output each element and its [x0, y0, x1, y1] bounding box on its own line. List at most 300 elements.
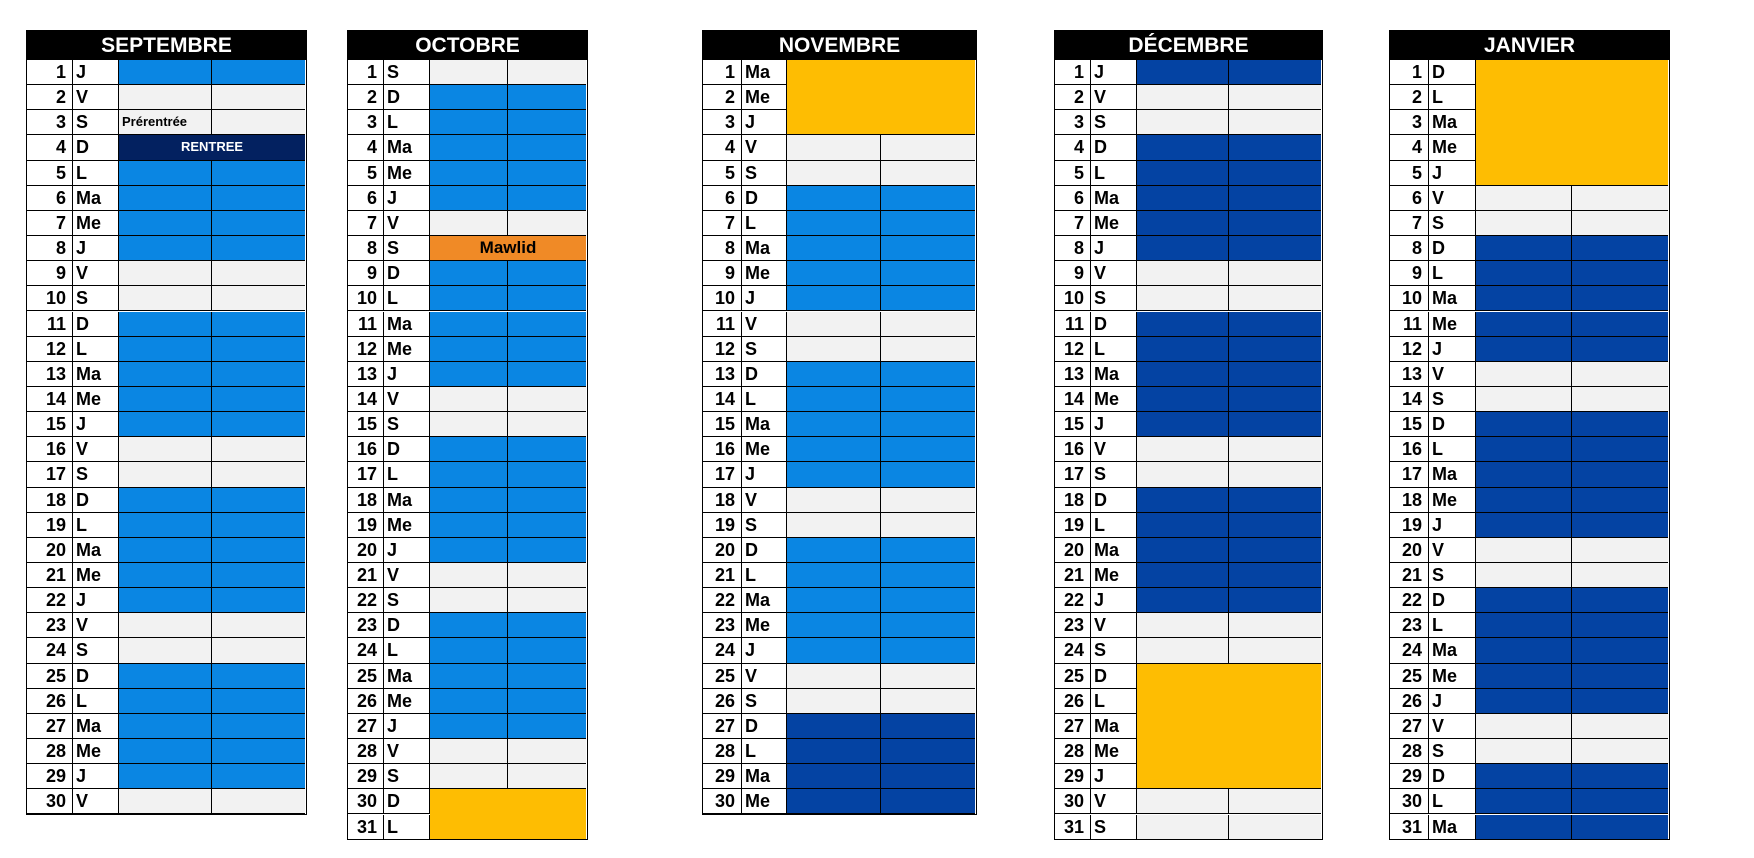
weekday-letter: L	[1429, 437, 1476, 462]
weekday-letter: Ma	[73, 362, 119, 387]
morning-slot	[430, 588, 508, 613]
weekday-letter: Me	[73, 211, 119, 236]
day-number: 28	[348, 739, 384, 764]
morning-slot	[1137, 387, 1229, 412]
afternoon-slot	[508, 60, 586, 85]
morning-slot	[1137, 488, 1229, 513]
weekday-letter: J	[1429, 161, 1476, 186]
afternoon-slot	[1572, 488, 1668, 513]
morning-slot	[1476, 412, 1572, 437]
day-number: 4	[703, 135, 742, 160]
afternoon-slot	[508, 462, 586, 487]
day-number: 19	[1055, 513, 1091, 538]
day-number: 22	[27, 588, 73, 613]
day-number: 13	[27, 362, 73, 387]
afternoon-slot	[1572, 186, 1668, 211]
day-number: 13	[1055, 362, 1091, 387]
weekday-letter: S	[1091, 638, 1137, 663]
morning-slot	[430, 186, 508, 211]
morning-slot	[1476, 689, 1572, 714]
afternoon-slot	[212, 211, 305, 236]
afternoon-slot	[212, 412, 305, 437]
day-number: 22	[703, 588, 742, 613]
afternoon-slot	[1229, 236, 1321, 261]
day-number: 24	[348, 638, 384, 663]
morning-slot	[119, 312, 212, 337]
day-number: 23	[703, 613, 742, 638]
afternoon-slot	[508, 513, 586, 538]
morning-slot	[119, 186, 212, 211]
weekday-letter: Ma	[1429, 110, 1476, 135]
afternoon-slot	[881, 714, 975, 739]
afternoon-slot	[1229, 387, 1321, 412]
weekday-letter: J	[1091, 588, 1137, 613]
day-number: 24	[27, 638, 73, 663]
weekday-letter: S	[73, 638, 119, 663]
morning-slot	[430, 261, 508, 286]
weekday-letter: Ma	[384, 135, 430, 160]
weekday-letter: Ma	[1091, 362, 1137, 387]
morning-slot	[430, 85, 508, 110]
morning-slot	[119, 714, 212, 739]
weekday-letter: V	[384, 211, 430, 236]
afternoon-slot	[508, 689, 586, 714]
day-number: 20	[1055, 538, 1091, 563]
afternoon-slot	[508, 638, 586, 663]
morning-slot	[787, 488, 881, 513]
afternoon-slot	[212, 563, 305, 588]
morning-slot	[430, 513, 508, 538]
day-number: 17	[1390, 462, 1429, 487]
day-number: 27	[348, 714, 384, 739]
afternoon-slot	[212, 337, 305, 362]
day-number: 1	[703, 60, 742, 85]
afternoon-slot	[212, 387, 305, 412]
weekday-letter: J	[1429, 513, 1476, 538]
morning-slot	[787, 664, 881, 689]
day-number: 11	[703, 312, 742, 337]
morning-slot	[119, 513, 212, 538]
morning-slot	[787, 739, 881, 764]
afternoon-slot	[1572, 689, 1668, 714]
day-number: 10	[703, 286, 742, 311]
morning-slot	[119, 689, 212, 714]
weekday-letter: J	[742, 110, 787, 135]
morning-slot	[787, 462, 881, 487]
weekday-letter: Ma	[742, 236, 787, 261]
afternoon-slot	[212, 362, 305, 387]
afternoon-slot	[881, 362, 975, 387]
morning-slot	[430, 337, 508, 362]
morning-slot	[1476, 815, 1572, 840]
afternoon-slot	[508, 186, 586, 211]
weekday-letter: Ma	[1429, 462, 1476, 487]
weekday-letter: V	[742, 488, 787, 513]
afternoon-slot	[881, 161, 975, 186]
afternoon-slot	[881, 135, 975, 160]
weekday-letter: D	[1091, 312, 1137, 337]
day-number: 15	[703, 412, 742, 437]
day-number: 10	[1390, 286, 1429, 311]
afternoon-slot	[1229, 362, 1321, 387]
morning-slot	[1137, 437, 1229, 462]
weekday-letter: S	[1091, 462, 1137, 487]
afternoon-slot	[1572, 513, 1668, 538]
day-number: 8	[1055, 236, 1091, 261]
day-number: 9	[1390, 261, 1429, 286]
weekday-letter: J	[384, 186, 430, 211]
weekday-letter: Me	[1429, 488, 1476, 513]
afternoon-slot	[881, 186, 975, 211]
day-number: 24	[1390, 638, 1429, 663]
afternoon-slot	[1572, 362, 1668, 387]
day-number: 14	[27, 387, 73, 412]
afternoon-slot	[508, 362, 586, 387]
morning-slot	[1476, 664, 1572, 689]
weekday-letter: D	[742, 538, 787, 563]
afternoon-slot	[508, 85, 586, 110]
weekday-letter: L	[742, 563, 787, 588]
afternoon-slot	[1572, 764, 1668, 789]
day-number: 7	[1055, 211, 1091, 236]
day-number: 9	[1055, 261, 1091, 286]
morning-slot	[430, 387, 508, 412]
weekday-letter: V	[73, 85, 119, 110]
afternoon-slot	[881, 387, 975, 412]
day-number: 25	[348, 664, 384, 689]
afternoon-slot	[212, 312, 305, 337]
day-number: 6	[703, 186, 742, 211]
weekday-letter: S	[742, 689, 787, 714]
afternoon-slot	[881, 488, 975, 513]
afternoon-slot	[1572, 261, 1668, 286]
day-number: 6	[348, 186, 384, 211]
morning-slot	[119, 563, 212, 588]
afternoon-slot	[1229, 110, 1321, 135]
afternoon-slot	[1572, 588, 1668, 613]
weekday-letter: Me	[73, 739, 119, 764]
morning-slot	[119, 664, 212, 689]
weekday-letter: S	[1429, 563, 1476, 588]
month-header: NOVEMBRE	[703, 31, 976, 60]
day-number: 19	[1390, 513, 1429, 538]
day-number: 22	[1055, 588, 1091, 613]
day-number: 21	[703, 563, 742, 588]
afternoon-slot	[508, 488, 586, 513]
morning-slot	[430, 211, 508, 236]
day-number: 14	[703, 387, 742, 412]
weekday-letter: Ma	[1091, 186, 1137, 211]
morning-slot	[1476, 312, 1572, 337]
afternoon-slot	[1572, 664, 1668, 689]
morning-slot	[1137, 789, 1229, 814]
weekday-letter: L	[73, 689, 119, 714]
weekday-letter: S	[73, 286, 119, 311]
day-number: 20	[703, 538, 742, 563]
afternoon-slot	[881, 588, 975, 613]
event-label: Prérentrée	[119, 110, 212, 135]
afternoon-slot	[1229, 462, 1321, 487]
weekday-letter: Me	[384, 513, 430, 538]
weekday-letter: J	[384, 714, 430, 739]
day-number: 30	[1055, 789, 1091, 814]
afternoon-slot	[881, 739, 975, 764]
morning-slot	[787, 764, 881, 789]
morning-slot	[119, 488, 212, 513]
holiday-block	[1137, 664, 1321, 790]
afternoon-slot	[1572, 815, 1668, 840]
weekday-letter: J	[1429, 337, 1476, 362]
day-number: 1	[1055, 60, 1091, 85]
afternoon-slot	[1572, 613, 1668, 638]
afternoon-slot	[212, 664, 305, 689]
morning-slot	[119, 362, 212, 387]
day-number: 5	[1390, 161, 1429, 186]
weekday-letter: D	[1091, 664, 1137, 689]
weekday-letter: V	[742, 312, 787, 337]
day-number: 12	[27, 337, 73, 362]
morning-slot	[1137, 815, 1229, 840]
weekday-letter: Me	[73, 563, 119, 588]
weekday-letter: D	[1429, 764, 1476, 789]
day-number: 12	[1390, 337, 1429, 362]
day-number: 31	[1390, 815, 1429, 840]
morning-slot	[1476, 186, 1572, 211]
afternoon-slot	[1229, 261, 1321, 286]
afternoon-slot	[1229, 286, 1321, 311]
weekday-letter: Ma	[1091, 538, 1137, 563]
afternoon-slot	[1229, 588, 1321, 613]
afternoon-slot	[881, 337, 975, 362]
day-number: 30	[1390, 789, 1429, 814]
weekday-letter: Me	[1091, 563, 1137, 588]
afternoon-slot	[1572, 236, 1668, 261]
morning-slot	[787, 135, 881, 160]
weekday-letter: L	[1091, 161, 1137, 186]
day-number: 28	[1055, 739, 1091, 764]
day-number: 16	[1390, 437, 1429, 462]
morning-slot	[119, 437, 212, 462]
day-number: 21	[1055, 563, 1091, 588]
afternoon-slot	[508, 588, 586, 613]
weekday-letter: V	[1091, 437, 1137, 462]
weekday-letter: L	[1429, 261, 1476, 286]
day-number: 23	[348, 613, 384, 638]
day-number: 11	[1055, 312, 1091, 337]
weekday-letter: J	[73, 588, 119, 613]
afternoon-slot	[508, 286, 586, 311]
weekday-letter: S	[1429, 387, 1476, 412]
morning-slot	[430, 563, 508, 588]
afternoon-slot	[1229, 513, 1321, 538]
weekday-letter: S	[384, 412, 430, 437]
day-number: 14	[1055, 387, 1091, 412]
day-number: 8	[703, 236, 742, 261]
day-number: 21	[348, 563, 384, 588]
morning-slot	[787, 538, 881, 563]
morning-slot	[119, 538, 212, 563]
morning-slot	[1476, 538, 1572, 563]
weekday-letter: V	[742, 135, 787, 160]
morning-slot	[1137, 513, 1229, 538]
weekday-letter: V	[1429, 362, 1476, 387]
morning-slot	[119, 236, 212, 261]
day-number: 30	[703, 789, 742, 814]
day-number: 11	[1390, 312, 1429, 337]
day-number: 7	[27, 211, 73, 236]
afternoon-slot	[1572, 412, 1668, 437]
weekday-letter: L	[742, 211, 787, 236]
weekday-letter: Ma	[384, 488, 430, 513]
afternoon-slot	[881, 638, 975, 663]
weekday-letter: Me	[742, 261, 787, 286]
weekday-letter: S	[1429, 211, 1476, 236]
morning-slot	[430, 412, 508, 437]
weekday-letter: Me	[1091, 387, 1137, 412]
morning-slot	[430, 538, 508, 563]
morning-slot	[787, 362, 881, 387]
month-0	[26, 30, 307, 815]
weekday-letter: V	[384, 563, 430, 588]
afternoon-slot	[212, 689, 305, 714]
weekday-letter: J	[742, 638, 787, 663]
day-number: 16	[348, 437, 384, 462]
afternoon-slot	[212, 764, 305, 789]
morning-slot	[119, 387, 212, 412]
morning-slot	[787, 186, 881, 211]
day-number: 5	[1055, 161, 1091, 186]
morning-slot	[119, 337, 212, 362]
afternoon-slot	[508, 563, 586, 588]
weekday-letter: Ma	[73, 714, 119, 739]
weekday-letter: Me	[742, 789, 787, 814]
day-number: 13	[348, 362, 384, 387]
afternoon-slot	[1572, 337, 1668, 362]
morning-slot	[787, 588, 881, 613]
morning-slot	[430, 110, 508, 135]
morning-slot	[787, 312, 881, 337]
morning-slot	[787, 286, 881, 311]
afternoon-slot	[881, 412, 975, 437]
weekday-letter: D	[1429, 60, 1476, 85]
weekday-letter: L	[1429, 85, 1476, 110]
weekday-letter: J	[73, 412, 119, 437]
morning-slot	[1476, 462, 1572, 487]
afternoon-slot	[212, 186, 305, 211]
weekday-letter: L	[384, 286, 430, 311]
weekday-letter: V	[73, 437, 119, 462]
afternoon-slot	[508, 261, 586, 286]
morning-slot	[119, 462, 212, 487]
afternoon-slot	[881, 437, 975, 462]
afternoon-slot	[1229, 85, 1321, 110]
weekday-letter: Me	[1091, 211, 1137, 236]
day-number: 6	[1390, 186, 1429, 211]
morning-slot	[787, 789, 881, 814]
day-number: 21	[1390, 563, 1429, 588]
day-number: 12	[348, 337, 384, 362]
day-number: 28	[703, 739, 742, 764]
morning-slot	[787, 337, 881, 362]
morning-slot	[119, 764, 212, 789]
afternoon-slot	[508, 739, 586, 764]
day-number: 2	[703, 85, 742, 110]
day-number: 29	[1390, 764, 1429, 789]
day-number: 11	[348, 312, 384, 337]
afternoon-slot	[212, 613, 305, 638]
morning-slot	[1137, 613, 1229, 638]
afternoon-slot	[1229, 161, 1321, 186]
afternoon-slot	[508, 764, 586, 789]
weekday-letter: S	[1429, 739, 1476, 764]
day-number: 28	[1390, 739, 1429, 764]
morning-slot	[1137, 261, 1229, 286]
afternoon-slot	[881, 211, 975, 236]
morning-slot	[119, 412, 212, 437]
afternoon-slot	[212, 286, 305, 311]
weekday-letter: J	[1091, 236, 1137, 261]
afternoon-slot	[212, 261, 305, 286]
morning-slot	[1137, 236, 1229, 261]
weekday-letter: V	[1429, 538, 1476, 563]
morning-slot	[1137, 135, 1229, 160]
weekday-letter: Ma	[384, 312, 430, 337]
day-number: 10	[27, 286, 73, 311]
day-number: 10	[1055, 286, 1091, 311]
afternoon-slot	[212, 462, 305, 487]
day-number: 18	[1055, 488, 1091, 513]
afternoon-slot	[1229, 638, 1321, 663]
day-number: 26	[703, 689, 742, 714]
afternoon-slot	[1229, 60, 1321, 85]
morning-slot	[430, 437, 508, 462]
morning-slot	[430, 638, 508, 663]
weekday-letter: L	[1091, 513, 1137, 538]
weekday-letter: Ma	[384, 664, 430, 689]
afternoon-slot	[1572, 563, 1668, 588]
morning-slot	[787, 387, 881, 412]
morning-slot	[787, 689, 881, 714]
day-number: 29	[1055, 764, 1091, 789]
weekday-letter: L	[742, 739, 787, 764]
day-number: 29	[27, 764, 73, 789]
weekday-letter: V	[384, 387, 430, 412]
weekday-letter: S	[73, 110, 119, 135]
afternoon-slot	[212, 236, 305, 261]
morning-slot	[1476, 387, 1572, 412]
month-2	[702, 30, 977, 815]
morning-slot	[1137, 312, 1229, 337]
day-number: 15	[1055, 412, 1091, 437]
weekday-letter: Me	[742, 85, 787, 110]
afternoon-slot	[881, 689, 975, 714]
afternoon-slot	[212, 638, 305, 663]
afternoon-slot	[1572, 789, 1668, 814]
weekday-letter: S	[384, 236, 430, 261]
afternoon-slot	[881, 613, 975, 638]
weekday-letter: Ma	[742, 764, 787, 789]
day-number: 1	[1390, 60, 1429, 85]
day-number: 2	[1390, 85, 1429, 110]
afternoon-slot	[881, 513, 975, 538]
day-number: 16	[27, 437, 73, 462]
weekday-letter: Ma	[1429, 638, 1476, 663]
day-number: 11	[27, 312, 73, 337]
day-number: 26	[1055, 689, 1091, 714]
morning-slot	[1137, 161, 1229, 186]
day-number: 8	[27, 236, 73, 261]
weekday-letter: S	[742, 161, 787, 186]
